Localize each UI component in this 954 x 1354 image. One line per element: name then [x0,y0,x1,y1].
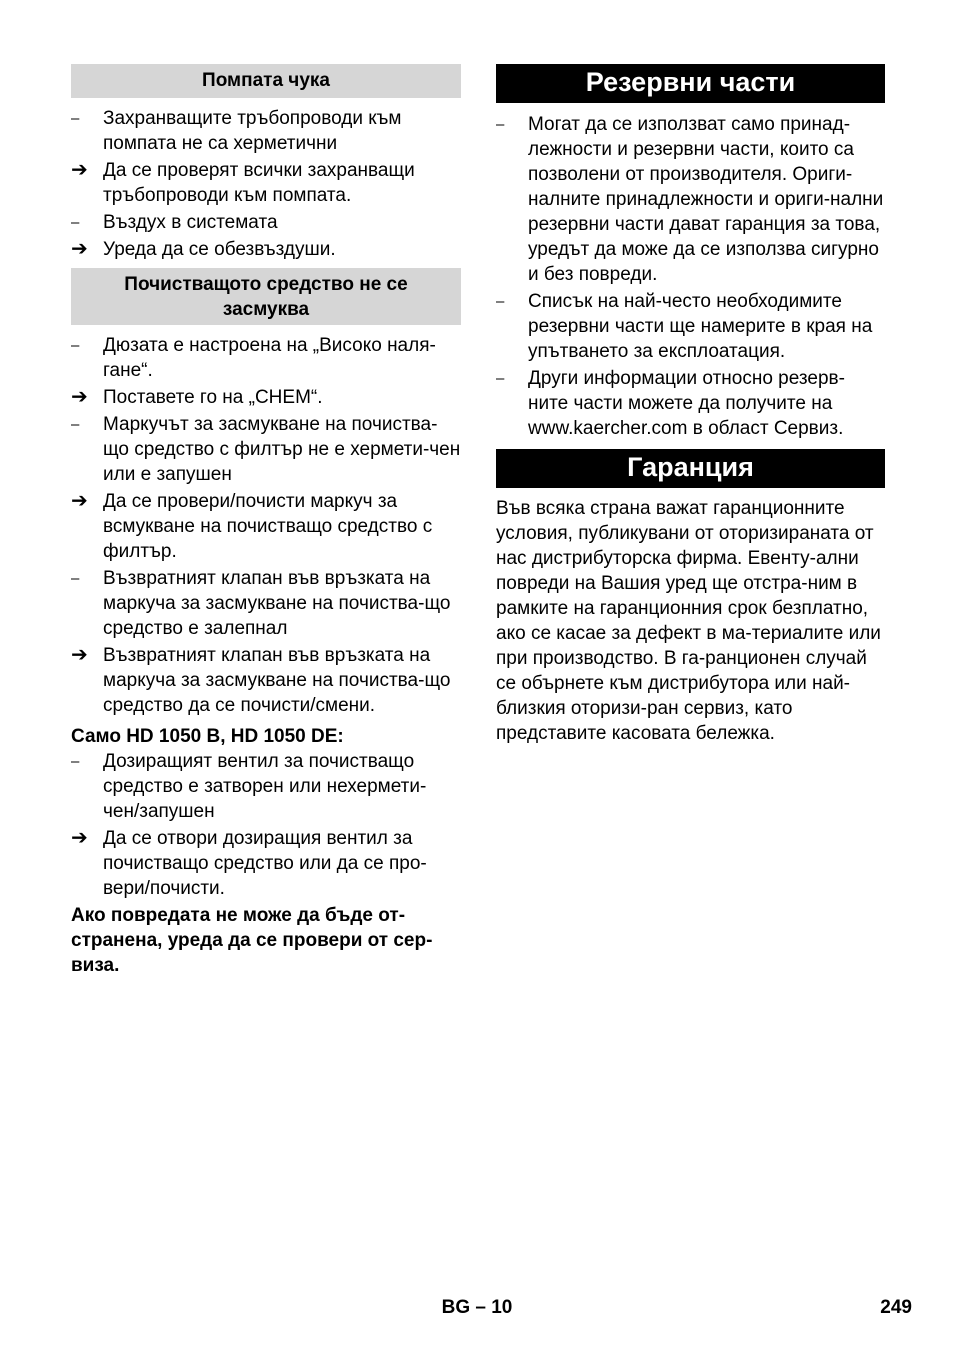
spare-parts-list [496,112,885,441]
list-item [71,566,461,641]
list-item [71,385,461,410]
list-item-text: Захранващите тръбопроводи към помпата не са херметични [103,108,402,154]
list-item [71,158,461,208]
models-list [71,749,461,901]
dash-bullet: – [71,214,80,231]
list-item-text: Списък на най-често необходимите резервни части ще намерите в края на упътването за експлоатация. [528,291,873,362]
arrow-right-icon: ➔ [71,827,88,849]
list-item-text: Могат да се използват само принад-лежности и резервни части, които са позволени от производителя. Ориги-налните принадлежности и ориги-нални резервни части дават гаранция за това, уредът да може да се използва сигурно и без повреди. [528,114,884,285]
list-item-text: Да се отвори дозиращия вентил за почистващо средство или да се про-вери/почисти. [103,828,427,899]
warranty-text: Във всяка страна важат гаранционните условия, публикувани от оторизираната от нас дистрибуторска фирма. Евенту-ални повреди на Вашия уред ще отстра-ним в рамките на гаранционния срок безплатно, ако се касае за дефект в ма-териалите или при производство. В га-ранционен случай се обърнете към дистрибутора или най-близкия оторизи-ран сервиз, като представите касовата бележка. [496,498,881,744]
dash-bullet: – [71,416,80,433]
dash-bullet: – [71,570,80,587]
list-item [71,106,461,156]
arrow-right-icon: ➔ [71,159,88,181]
pump-knocks-heading: Помпата чука [71,64,461,98]
dash-bullet: – [496,293,505,310]
list-item-text: Въздух в системата [103,212,278,233]
list-item-text: Възвратният клапан във връзката на маркуча за засмукване на почиства-що средство е залепнал [103,568,451,639]
footer-section-label: BG – 10 [441,1297,513,1318]
list-item-text: Уреда да се обезвъздуши. [103,239,336,260]
arrow-right-icon: ➔ [71,644,88,666]
list-item-text: Други информации относно резерв-ните части можете да получите на www.kaercher.com в област Сервиз. [528,368,845,439]
list-item [71,333,461,383]
arrow-right-icon: ➔ [71,386,88,408]
detergent-list [71,333,461,718]
right-column [496,64,885,746]
list-item-text: Дозиращият вентил за почистващо средство е затворен или нехермети-чен/запушен [103,751,427,822]
only-models-label: Само HD 1050 B, HD 1050 DE: [71,726,344,747]
list-item [496,289,885,364]
list-item-text: Да се провери/почисти маркуч за всмукване на почистващо средство с филтър. [103,491,433,562]
list-item [71,643,461,718]
list-item-text: Да се проверят всички захранващи тръбопроводи към помпата. [103,160,415,206]
left-column [71,64,461,978]
list-item [71,749,461,824]
dash-bullet: – [71,337,80,354]
list-item [71,826,461,901]
arrow-right-icon: ➔ [71,238,88,260]
detergent-heading: Почистващото средство не се засмуква [71,268,461,325]
warranty-heading: Гаранция [496,449,885,488]
dash-bullet: – [496,116,505,133]
list-item [71,412,461,487]
dash-bullet: – [496,370,505,387]
arrow-right-icon: ➔ [71,490,88,512]
list-item [71,210,461,235]
pump-list [71,106,461,262]
list-item-text: Възвратният клапан във връзката на маркуча за засмукване на почиства-що средство да се почисти/смени. [103,645,451,716]
dash-bullet: – [71,110,80,127]
spare-parts-heading: Резервни части [496,64,885,103]
service-note: Ако повредата не може да бъде от-странена, уреда да се провери от сер-виза. [71,905,433,976]
list-item [71,237,461,262]
list-item-text: Поставете го на „CHEM“. [103,387,323,408]
page-number: 249 [880,1297,912,1318]
list-item-text: Маркучът за засмукване на почиства-що средство с филтър не е хермети-чен или е запушен [103,414,461,485]
list-item [71,489,461,564]
list-item-text: Дюзата е настроена на „Високо наля-гане“. [103,335,436,381]
dash-bullet: – [71,753,80,770]
list-item [496,112,885,287]
list-item [496,366,885,441]
